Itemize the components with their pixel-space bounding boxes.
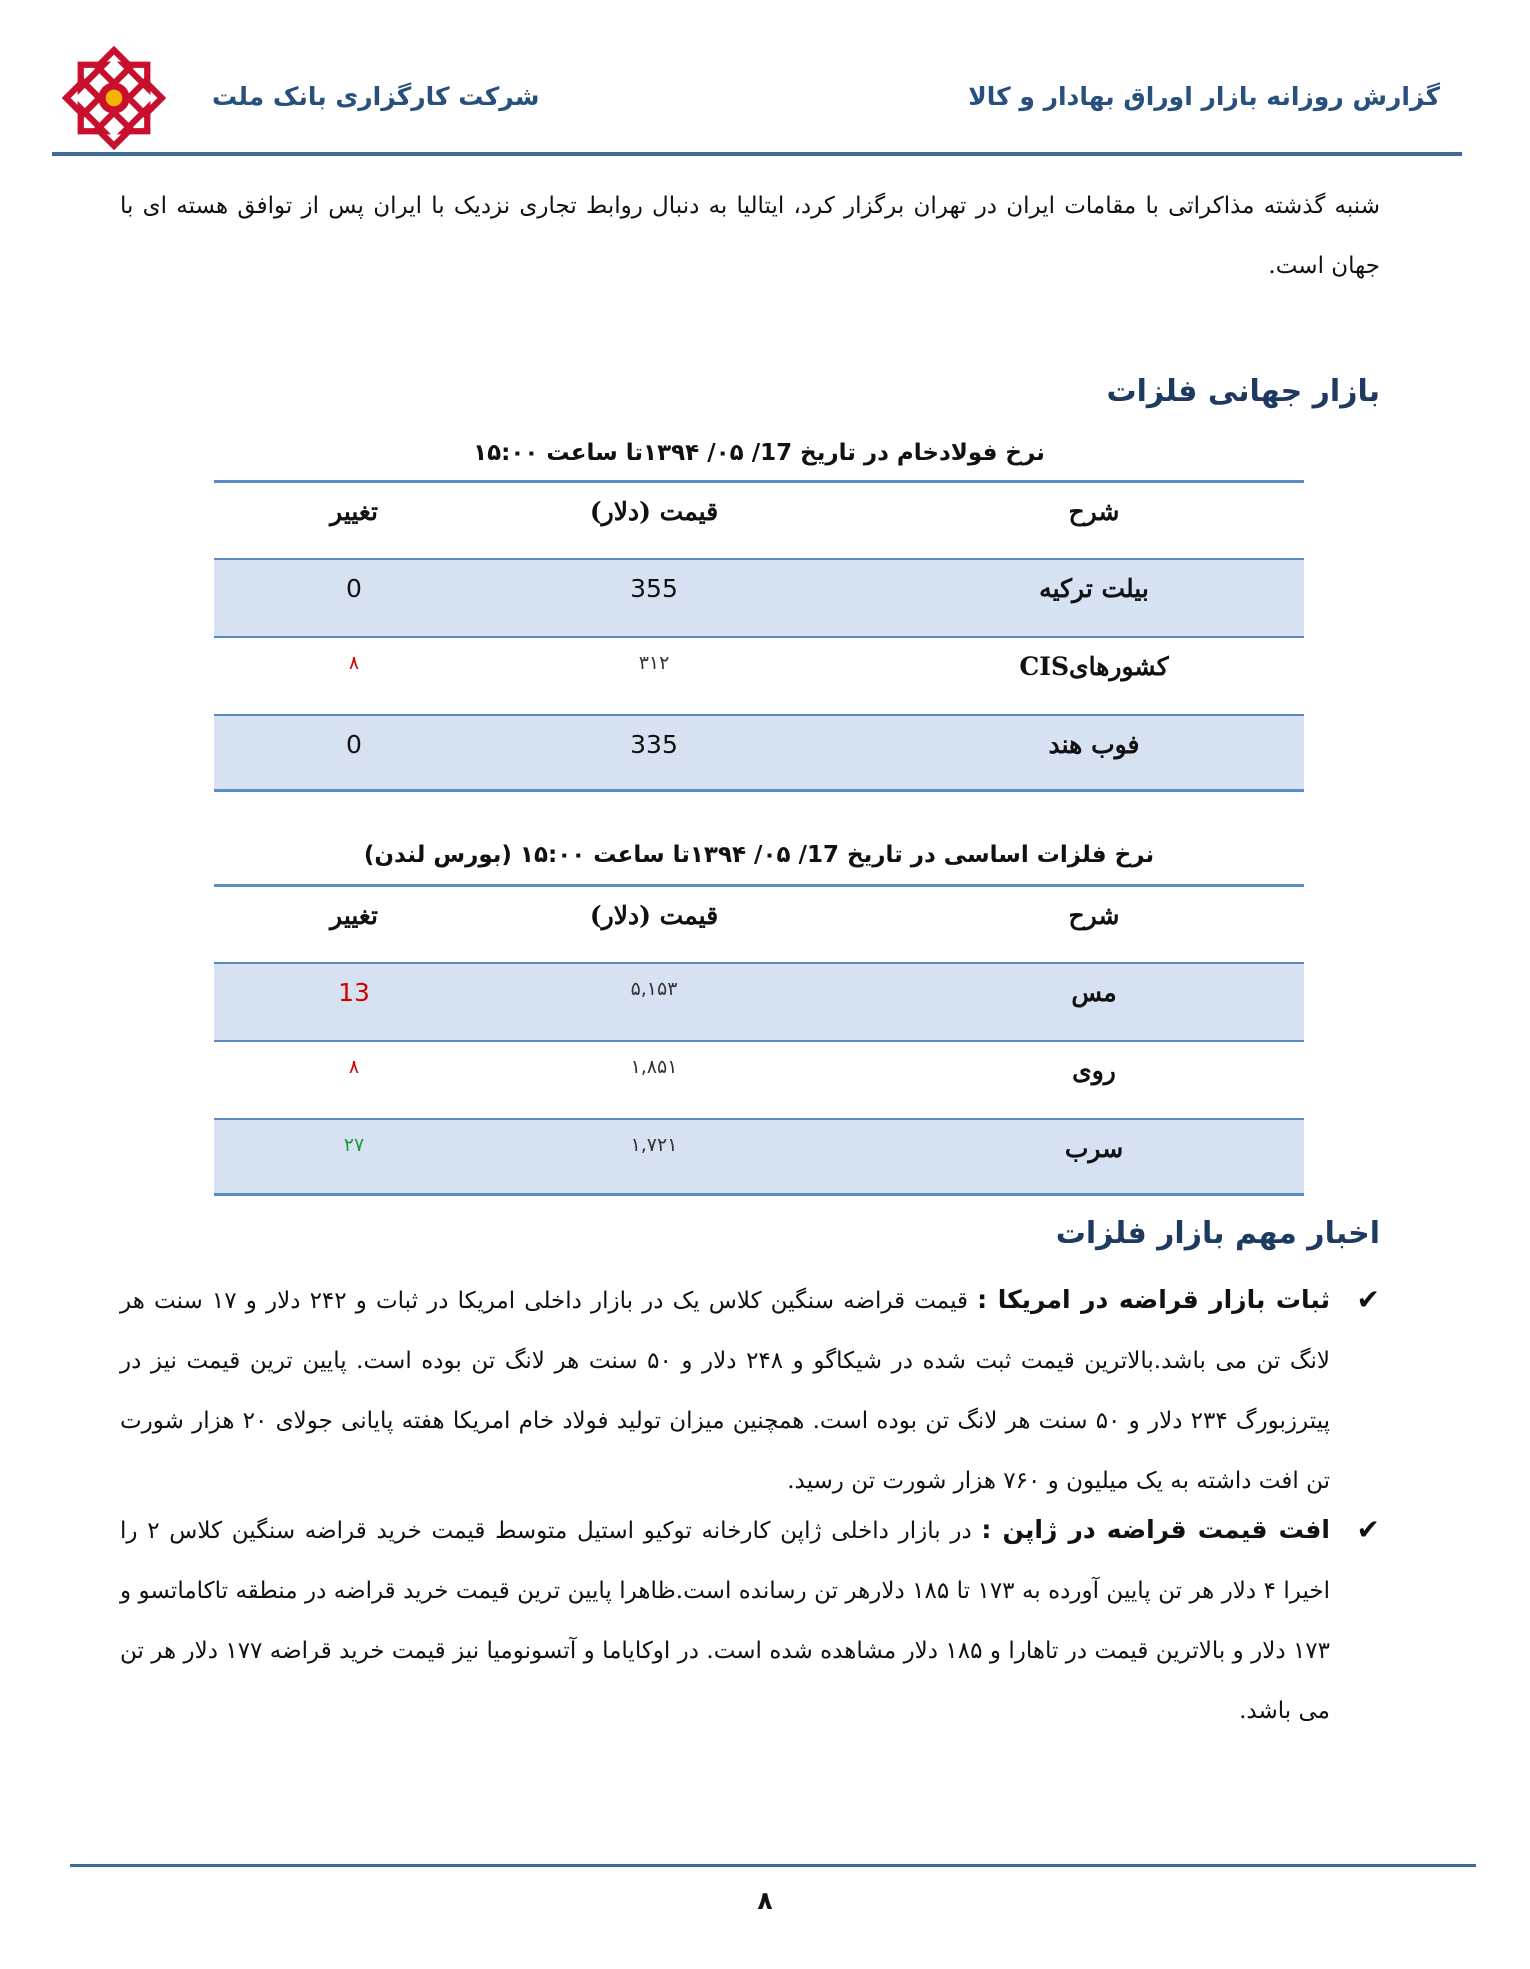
header-desc: شرح xyxy=(1068,497,1120,526)
report-title: گزارش روزانه بازار اوراق بهادار و کالا xyxy=(968,82,1440,111)
table-row xyxy=(214,558,1304,636)
news-item-title: افت قیمت قراضه در ژاپن : xyxy=(981,1515,1330,1544)
news-item-text: قیمت قراضه سنگین کلاس یک در بازار داخلی امریکا در ثبات و ۲۴۲ دلار و ۱۷ سنت هر لانگ تن می باشد.بالاترین قیمت ثبت شده در شیکاگو و ۲۴۸ دلار و ۵۰ سنت هر لانگ تن بوده است. پایین ترین قیمت نیز در پیترزبورگ ۲۳۴ دلار و ۵۰ سنت هر لانگ تن بوده است. همچنین میزان تولید فولاد خام امریکا هفته پایانی جولای ۲۰ هزار شورت تن افت داشته به یک میلیون و ۷۶۰ هزار شورت تن رسید. xyxy=(120,1288,1330,1494)
intro-paragraph: شنبه گذشته مذاکراتی با مقامات ایران در تهران برگزار کرد، ایتالیا به دنبال روابط تجاری نزدیک با ایران پس از توافق هسته ای با جهان است. xyxy=(120,193,1380,279)
row-price: ۱,۸۵۱ xyxy=(630,1056,678,1078)
section-title: بازار جهانی فلزات xyxy=(1106,374,1380,409)
checkmark-icon: ✔ xyxy=(1356,1513,1380,1546)
row-change: ۸ xyxy=(348,652,360,674)
header-desc: شرح xyxy=(1068,901,1120,930)
table-row xyxy=(214,1118,1304,1196)
table-header-row xyxy=(214,884,1304,962)
footer-divider xyxy=(70,1864,1476,1867)
news-section-title: اخبار مهم بازار فلزات xyxy=(1055,1216,1380,1251)
news-item-text: در بازار داخلی ژاپن کارخانه توکیو استیل متوسط قیمت خرید قراضه سنگین کلاس ۲ را اخیرا ۴ دلار هر تن پایین آورده به ۱۷۳ تا ۱۸۵ دلارهر تن رسانده است.ظاهرا پایین ترین قیمت خرید قراضه در منطقه تاکاماتسو و ۱۷۳ دلار و بالاترین قیمت در تاهارا و ۱۸۵ دلار مشاهده شده است. در اوکایاما و آتسونومیا نیز قیمت خرید قراضه ۱۷۷ دلار هر تن می باشد. xyxy=(120,1518,1331,1724)
header-change: تغییر xyxy=(330,901,378,930)
row-desc: فوب هند xyxy=(1048,730,1140,759)
row-change: ۲۷ xyxy=(343,1134,365,1156)
steel-table-caption: نرخ فولادخام در تاریخ 17/ ۰۵/ ۱۳۹۴تا ساعت ۱۵:۰۰ xyxy=(473,440,1045,466)
row-desc: روی xyxy=(1072,1056,1116,1085)
row-price: 335 xyxy=(630,730,678,759)
mellat-bank-logo-icon xyxy=(62,46,166,150)
metals-price-table xyxy=(214,884,1304,1196)
header-price: قیمت (دلار) xyxy=(589,497,719,526)
row-change: ۸ xyxy=(348,1056,360,1078)
table-row xyxy=(214,962,1304,1040)
steel-price-table xyxy=(214,480,1304,792)
table-row xyxy=(214,636,1304,714)
row-price: 355 xyxy=(630,574,678,603)
page-number: ۸ xyxy=(757,1886,773,1915)
row-price: ۵,۱۵۳ xyxy=(630,978,678,1000)
news-item-japan-scrap xyxy=(120,1500,1380,1741)
header-divider xyxy=(52,152,1462,156)
company-name: شرکت کارگزاری بانک ملت xyxy=(212,82,540,111)
news-item-us-scrap xyxy=(120,1270,1380,1511)
checkmark-icon: ✔ xyxy=(1356,1283,1380,1316)
row-change: 13 xyxy=(338,978,370,1007)
metals-table-caption: نرخ فلزات اساسی در تاریخ 17/ ۰۵/ ۱۳۹۴تا ساعت ۱۵:۰۰ (بورس لندن) xyxy=(363,842,1155,868)
row-price: ۱,۷۲۱ xyxy=(630,1134,678,1156)
row-desc: بیلت ترکیه xyxy=(1039,574,1149,603)
row-change: 0 xyxy=(346,730,362,759)
row-desc: کشورهایCIS xyxy=(1019,652,1169,681)
row-desc: سرب xyxy=(1064,1134,1124,1163)
row-desc: مس xyxy=(1071,978,1117,1007)
table-header-row xyxy=(214,480,1304,558)
row-change: 0 xyxy=(346,574,362,603)
row-price: ۳۱۲ xyxy=(638,652,670,674)
table-row xyxy=(214,714,1304,792)
table-row xyxy=(214,1040,1304,1118)
news-item-title: ثبات بازار قراضه در امریکا : xyxy=(977,1285,1330,1314)
header-change: تغییر xyxy=(330,497,378,526)
header-price: قیمت (دلار) xyxy=(589,901,719,930)
